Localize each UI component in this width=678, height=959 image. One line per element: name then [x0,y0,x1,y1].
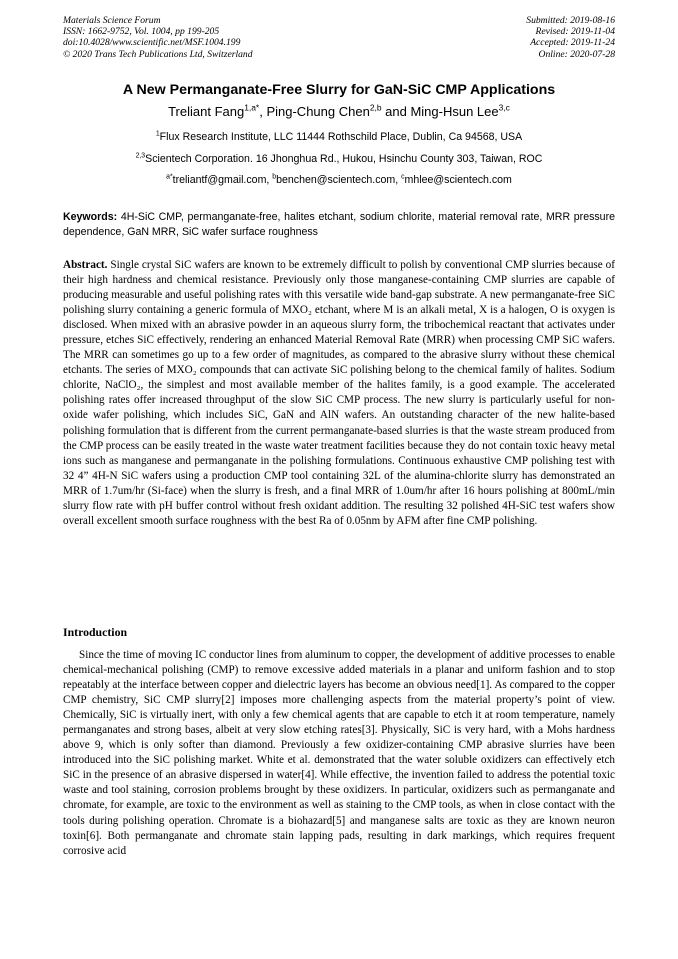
affiliation-text: Flux Research Institute, LLC 11444 Rothschild Place, Dublin, Ca 94568, USA [159,131,523,143]
keywords-label: Keywords: [63,211,118,223]
email-superscript: a* [166,173,173,181]
online-date: Online: 2020-07-28 [538,48,615,60]
section-heading-introduction: Introduction [63,625,128,639]
accepted-date: Accepted: 2019-11-24 [530,37,615,49]
author-name: Ping-Chung Chen [266,104,370,119]
email-superscript: b [272,173,277,181]
affiliation-2 [30,153,648,166]
author-name: Treliant Fang [168,104,245,119]
author-superscript: 3,c [498,102,510,113]
affiliation-1 [30,131,648,144]
dates-info [526,15,615,60]
affiliation-superscript: 1 [155,130,160,138]
author-superscript: 1,a* [244,102,260,113]
submitted-date: Submitted: 2019-08-16 [526,15,615,26]
email-superscript: c [401,173,405,181]
abstract [63,258,615,529]
affiliation-text: Scientech Corporation. 16 Jhonghua Rd., Hukou, Hsinchu County 303, Taiwan, ROC [145,153,543,165]
author-separator: and [381,104,411,119]
journal-info [63,15,253,60]
email-a: treliantf@gmail.com, [172,174,273,186]
author-superscript: 2,b [369,102,382,113]
revised-date: Revised: 2019-11-04 [535,26,615,38]
author-separator: , [259,104,267,119]
keywords [63,210,615,239]
abstract-label: Abstract. [63,259,108,271]
author-list [30,104,648,120]
keywords-text: 4H-SiC CMP, permanganate-free, halites etchant, sodium chlorite, material removal rate, MRR pressure dependence, GaN MRR, SiC wafer surface roughness [63,211,615,238]
author-emails [30,174,648,187]
email-b: benchen@scientech.com, [276,174,402,186]
paper-title: A New Permanganate-Free Slurry for GaN-SiC CMP Applications [122,82,556,98]
abstract-text: Single crystal SiC wafers are known to be extremely difficult to polish by conventional CMP slurries because of their high hardness and chemical resistance. Previously only those manganese-containing CMP slurries are capable of producing measurable and useful polishing rates with this versatile wide band-gap substrate. A new permanganate-free SiC polishing slurry containing a generic formula of MXO₂ etchant, where M is an alkali metal, X is a halogen, O is oxygen is disclosed. When mixed with an abrasive powder in an aqueous slurry form, the tribochemical reactant that activates under pressure, etches SiC effectively, rendering an enhanced Material Removal Rate (MRR) when processing CMP SiC wafers. The MRR can sometimes go up to a few order of magnitudes, as compared to the abrasive slurry without these chemical etchants. The series of MXO₂ compounds that can activate SiC polishing belong to the chemical family of halites. Sodium chlorite, NaClO₂, the simplest and most available member of the halites family, is a good example. The accelerated polishing rates offer increased throughput of the slow SiC CMP process. The new slurry is particularly useful for non-oxide wafer polishing, which includes SiC, GaN and AlN wafers. An outstanding character of the new halite-based polishing formulation that is different from the current permanganate-based slurries is that the waste stream produced from the CMP process can be easily treated in the waste water treatment facilities because they do not contain toxic heavy metal ions such as manganese and permanganate in the polishing formulations. Continuous exhaustive CMP polishing test with 32 4” 4H-N SiC wafers using a production CMP tool containing 32L of the alumina-chlorite slurry has demonstrated an MRR of 1.7um/hr (Si-face) when the slurry is fresh, and a final MRR of 1.0um/hr after 16 hours polishing at 800mL/min slurry flow rate with pH buffer control without fresh oxidant addition. The resulting 32 polished 4H-SiC test wafers show overall excellent smooth surface roughness with the best Ra of 0.05nm by AFM after fine CMP polishing. [63,259,615,527]
copyright: © 2020 Trans Tech Publications Ltd, Switzerland [63,48,253,60]
journal-name: Materials Science Forum [63,15,161,26]
author-name: Ming-Hsun Lee [410,104,499,119]
doi: doi:10.4028/www.scientific.net/MSF.1004.199 [63,37,241,49]
issn: ISSN: 1662-9752, Vol. 1004, pp 199-205 [63,26,220,38]
affiliation-superscript: 2,3 [135,152,146,160]
introduction-paragraph: Since the time of moving IC conductor lines from aluminum to copper, the development of additive processes to enable chemical-mechanical polishing (CMP) to remove excessive added materials in a planar and uniform fashion and to stop repeatably at the interface between copper and dielectric layers has become an obvious need[1]. As compared to the copper CMP chemistry, SiC CMP slurry[2] imposes more challenging aspects from the material property’s point of view. Chemically, SiC is virtually inert, with only a few chemical agents that are capable to etch it at room temperature, namely permanganates and strong bases, albeit at very slow etching rates[3]. Physically, SiC is very hard, with a Mohs hardness above 9, which is only softer than diamond. Previously a few oxidizer-containing CMP abrasive slurries have been introduced into the SiC polishing market. White et al. demonstrated that the water soluble oxidizers can effectively etch SiC in the presence of an abrasive dispersed in water[4]. While effective, the invention failed to address the potential toxic waste and tool staining, corrosion problems brought by these oxidizers. In particular, oxidizers such as permanganate and chromate, for example, are toxic to the environment as well as staining to the CMP tools, as when in close contact with the tools during polishing operation. Chromate is a biohazard[5] and manganese salts are toxic as they are known neuron toxin[6]. Both permanganate and chromate stain lapping pads, resulting in dark markings, which requires frequent corrosive acid [63,649,615,857]
email-c: mhlee@scientech.com [404,174,512,186]
